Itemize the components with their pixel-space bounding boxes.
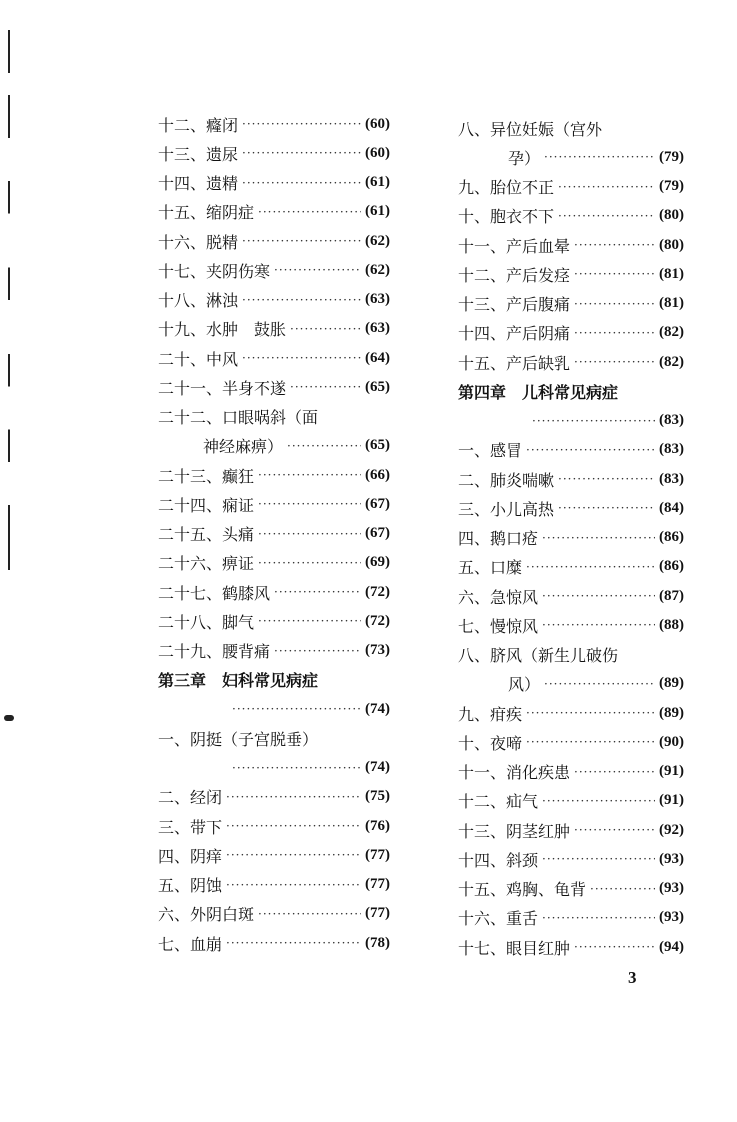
- entry-title: 一、阴挺（子宫脱垂）: [158, 729, 319, 749]
- dot-leader: [258, 205, 361, 219]
- entry-page: (86): [659, 558, 684, 575]
- dot-leader: [574, 823, 655, 837]
- entry-title: 一、感冒: [458, 441, 523, 461]
- entry-page: (77): [365, 905, 390, 922]
- toc-entry: [158, 873, 390, 897]
- toc-entry: [158, 112, 390, 136]
- dot-leader: [542, 589, 655, 603]
- toc-entry: [158, 317, 390, 341]
- toc-entry: [203, 434, 390, 458]
- entry-page: (92): [659, 821, 684, 838]
- dot-leader: [258, 468, 361, 482]
- entry-page: (77): [365, 846, 390, 863]
- toc-entry: [158, 931, 390, 955]
- dot-leader: [232, 702, 361, 716]
- dot-leader: [558, 472, 655, 486]
- toc-entry: [458, 555, 684, 579]
- entry-title: 九、胎位不正: [458, 178, 555, 197]
- toc-entry: [458, 701, 684, 725]
- dot-leader: [226, 936, 361, 950]
- entry-page: (61): [365, 203, 390, 220]
- entry-page: (61): [365, 174, 390, 190]
- dot-leader: [242, 234, 361, 248]
- entry-page: (91): [659, 792, 684, 809]
- entry-page: (84): [659, 499, 684, 516]
- entry-title: 十二、产后发痉: [458, 265, 571, 285]
- toc-entry: [158, 843, 390, 867]
- entry-title: 十三、遗尿: [158, 144, 239, 164]
- toc-entry: [158, 405, 390, 429]
- dot-leader: [574, 326, 655, 340]
- entry-title: 四、阴痒: [158, 846, 223, 866]
- toc-entry: [158, 726, 390, 750]
- dot-leader: [258, 556, 361, 570]
- dot-leader: [226, 790, 361, 804]
- entry-title: 二十七、鹤膝风: [158, 583, 271, 603]
- entry-title: 二、经闭: [158, 788, 223, 808]
- toc-entry: [458, 467, 684, 491]
- entry-title: 八、脐风（新生儿破伤: [458, 646, 619, 665]
- entry-page: (94): [659, 938, 684, 955]
- toc-entry: [158, 141, 390, 165]
- toc-entry: [458, 730, 684, 754]
- dot-leader: [242, 117, 361, 131]
- toc-entry: [158, 609, 390, 633]
- entry-title: 八、异位妊娠（宫外: [458, 119, 603, 139]
- dot-leader: [274, 263, 361, 277]
- dot-leader: [226, 819, 361, 833]
- entry-title: 第三章 妇科常见病症: [158, 671, 319, 691]
- dot-leader: [274, 644, 361, 658]
- scan-speck: [4, 715, 14, 721]
- entry-title: 六、急惊风: [458, 587, 539, 607]
- dot-leader: [542, 618, 655, 632]
- entry-page: (93): [659, 880, 684, 896]
- entry-title: 孕）: [508, 148, 541, 168]
- dot-leader: [526, 560, 655, 574]
- entry-page: (60): [365, 144, 390, 161]
- entry-page: (66): [365, 466, 390, 483]
- toc-entry: [458, 496, 684, 520]
- chapter-heading: [458, 379, 684, 403]
- entry-page: (72): [365, 612, 390, 629]
- entry-title: 十四、遗精: [158, 174, 239, 193]
- entry-page: (74): [365, 700, 390, 717]
- dot-leader: [544, 677, 655, 691]
- entry-title: 六、外阴白斑: [158, 905, 255, 925]
- toc-entry: [158, 200, 390, 224]
- entry-page: (60): [365, 115, 390, 132]
- entry-title: 十、夜啼: [458, 733, 523, 753]
- entry-page: (82): [659, 353, 684, 370]
- toc-entry: [228, 756, 390, 780]
- toc-entry: [458, 116, 684, 140]
- entry-page: (88): [659, 616, 684, 633]
- entry-page: (65): [365, 378, 390, 395]
- entry-title: 十七、眼目红肿: [458, 938, 571, 958]
- toc-entry: [508, 145, 684, 169]
- toc-entry: [458, 818, 684, 842]
- dot-leader: [542, 911, 655, 925]
- entry-title: 十三、阴茎红肿: [458, 821, 571, 841]
- chapter-heading: [158, 668, 390, 692]
- dot-leader: [574, 267, 655, 281]
- entry-title: 十八、淋浊: [158, 291, 239, 310]
- dot-leader: [542, 794, 655, 808]
- toc-entry: [458, 175, 684, 199]
- toc-entry: [158, 375, 390, 399]
- entry-page: (87): [659, 587, 684, 604]
- toc-entry: [158, 346, 390, 370]
- dot-leader: [558, 501, 655, 515]
- dot-leader: [574, 238, 655, 252]
- entry-page: (93): [659, 850, 684, 867]
- toc-entry: [158, 639, 390, 663]
- entry-page: (62): [365, 232, 390, 249]
- entry-title: 十五、缩阴症: [158, 203, 255, 223]
- entry-title: 二十三、癫狂: [158, 466, 255, 486]
- entry-title: 十二、疝气: [458, 792, 539, 812]
- entry-page: (80): [659, 207, 684, 224]
- entry-page: (65): [365, 437, 390, 454]
- toc-entry: [158, 785, 390, 809]
- entry-page: (77): [365, 876, 390, 892]
- entry-page: (73): [365, 642, 390, 658]
- entry-title: 二、肺炎喘嗽: [458, 470, 555, 490]
- dot-leader: [574, 765, 655, 779]
- entry-title: 五、阴蚀: [158, 876, 223, 895]
- entry-title: 二十四、痫证: [158, 495, 255, 515]
- toc-entry: [508, 672, 684, 696]
- entry-title: 二十、中风: [158, 349, 239, 369]
- entry-title: 二十五、头痛: [158, 525, 255, 544]
- toc-entry: [158, 229, 390, 253]
- entry-title: 四、鹅口疮: [458, 529, 539, 548]
- toc-entry: [158, 288, 390, 312]
- entry-page: (83): [659, 441, 684, 458]
- toc-entry: [158, 492, 390, 516]
- entry-title: 五、口糜: [458, 558, 523, 578]
- entry-title: 二十八、脚气: [158, 612, 255, 632]
- dot-leader: [574, 297, 655, 311]
- toc-entry: [158, 522, 390, 546]
- entry-page: (63): [365, 320, 390, 337]
- entry-page: (81): [659, 265, 684, 282]
- entry-title: 九、疳疾: [458, 704, 523, 724]
- dot-leader: [258, 497, 361, 511]
- entry-page: (90): [659, 733, 684, 750]
- toc-entry: [458, 847, 684, 871]
- entry-page: (86): [659, 529, 684, 545]
- entry-page: (89): [659, 704, 684, 721]
- dot-leader: [574, 355, 655, 369]
- toc-entry: [458, 935, 684, 959]
- dot-leader: [242, 146, 361, 160]
- entry-page: (79): [659, 178, 684, 194]
- dot-leader: [226, 848, 361, 862]
- entry-title: 二十一、半身不遂: [158, 378, 287, 398]
- entry-title: 十二、癃闭: [158, 115, 239, 135]
- entry-title: 二十六、痹证: [158, 554, 255, 574]
- entry-title: 三、小儿高热: [458, 499, 555, 519]
- entry-page: (67): [365, 495, 390, 512]
- toc-entry: [458, 613, 684, 637]
- dot-leader: [226, 878, 361, 892]
- entry-page: (80): [659, 236, 684, 253]
- entry-page: (62): [365, 261, 390, 278]
- toc-entry: [458, 233, 684, 257]
- scan-edge-mark: [8, 30, 10, 570]
- dot-leader: [232, 761, 361, 775]
- toc-entry: [458, 292, 684, 316]
- entry-page: (76): [365, 817, 390, 834]
- toc-entry: [458, 321, 684, 345]
- entry-page: (67): [365, 525, 390, 541]
- entry-page: (82): [659, 324, 684, 341]
- dot-leader: [290, 380, 361, 394]
- dot-leader: [558, 180, 655, 194]
- toc-entry: [458, 760, 684, 784]
- entry-title: 十四、斜颈: [458, 850, 539, 870]
- toc-entry: [458, 262, 684, 286]
- entry-page: (91): [659, 763, 684, 779]
- entry-page: (72): [365, 583, 390, 600]
- entry-title: 十、胞衣不下: [458, 207, 555, 227]
- dot-leader: [290, 322, 361, 336]
- toc-entry: [228, 697, 390, 721]
- entry-title: 二十九、腰背痛: [158, 642, 271, 661]
- entry-page: (63): [365, 291, 390, 307]
- toc-entry: [458, 350, 684, 374]
- entry-page: (75): [365, 788, 390, 805]
- entry-title: 七、血崩: [158, 934, 223, 954]
- toc-entry: [528, 409, 684, 433]
- dot-leader: [258, 614, 361, 628]
- dot-leader: [274, 585, 361, 599]
- toc-entry: [458, 877, 684, 901]
- toc-entry: [158, 463, 390, 487]
- toc-entry: [458, 906, 684, 930]
- entry-title: 十一、消化疾患: [458, 763, 571, 782]
- toc-entry: [158, 258, 390, 282]
- dot-leader: [242, 176, 361, 190]
- toc-entry: [458, 204, 684, 228]
- dot-leader: [532, 414, 655, 428]
- entry-title: 十五、产后缺乳: [458, 353, 571, 373]
- toc-entry: [158, 580, 390, 604]
- dot-leader: [526, 706, 655, 720]
- entry-page: (78): [365, 934, 390, 951]
- entry-title: 风）: [508, 675, 541, 695]
- dot-leader: [526, 443, 655, 457]
- dot-leader: [544, 150, 655, 164]
- entry-title: 神经麻痹）: [203, 437, 284, 457]
- entry-title: 十三、产后腹痛: [458, 295, 571, 314]
- dot-leader: [258, 907, 361, 921]
- dot-leader: [574, 940, 655, 954]
- entry-title: 十六、脱精: [158, 232, 239, 252]
- entry-title: 二十二、口眼㖞斜（面: [158, 408, 319, 427]
- entry-page: (81): [659, 295, 684, 311]
- entry-title: 十九、水肿 鼓胀: [158, 320, 287, 340]
- toc-entry: [458, 643, 684, 667]
- entry-title: 七、慢惊风: [458, 616, 539, 636]
- dot-leader: [242, 293, 361, 307]
- entry-page: (89): [659, 675, 684, 692]
- entry-page: (74): [365, 759, 390, 775]
- dot-leader: [526, 735, 655, 749]
- toc-entry: [158, 902, 390, 926]
- entry-title: 第四章 儿科常见病症: [458, 382, 619, 402]
- entry-title: 十六、重舌: [458, 909, 539, 929]
- toc-entry: [458, 526, 684, 550]
- entry-page: (64): [365, 349, 390, 366]
- page-number: 3: [628, 968, 637, 987]
- toc-entry: [458, 789, 684, 813]
- entry-title: 十四、产后阴痛: [458, 324, 571, 344]
- toc-entry: [158, 814, 390, 838]
- entry-page: (83): [659, 412, 684, 428]
- toc-entry: [458, 584, 684, 608]
- entry-page: (83): [659, 470, 684, 487]
- dot-leader: [558, 209, 655, 223]
- toc-entry: [158, 171, 390, 195]
- dot-leader: [542, 852, 655, 866]
- dot-leader: [590, 882, 655, 896]
- dot-leader: [542, 531, 655, 545]
- entry-title: 十一、产后血晕: [458, 236, 571, 256]
- entry-title: 三、带下: [158, 817, 223, 837]
- entry-page: (79): [659, 148, 684, 165]
- dot-leader: [258, 527, 361, 541]
- dot-leader: [287, 439, 361, 453]
- toc-entry: [458, 438, 684, 462]
- entry-page: (93): [659, 909, 684, 926]
- entry-page: (69): [365, 554, 390, 571]
- toc-entry: [158, 551, 390, 575]
- dot-leader: [242, 351, 361, 365]
- entry-title: 十五、鸡胸、龟背: [458, 880, 587, 899]
- entry-title: 十七、夹阴伤寒: [158, 261, 271, 281]
